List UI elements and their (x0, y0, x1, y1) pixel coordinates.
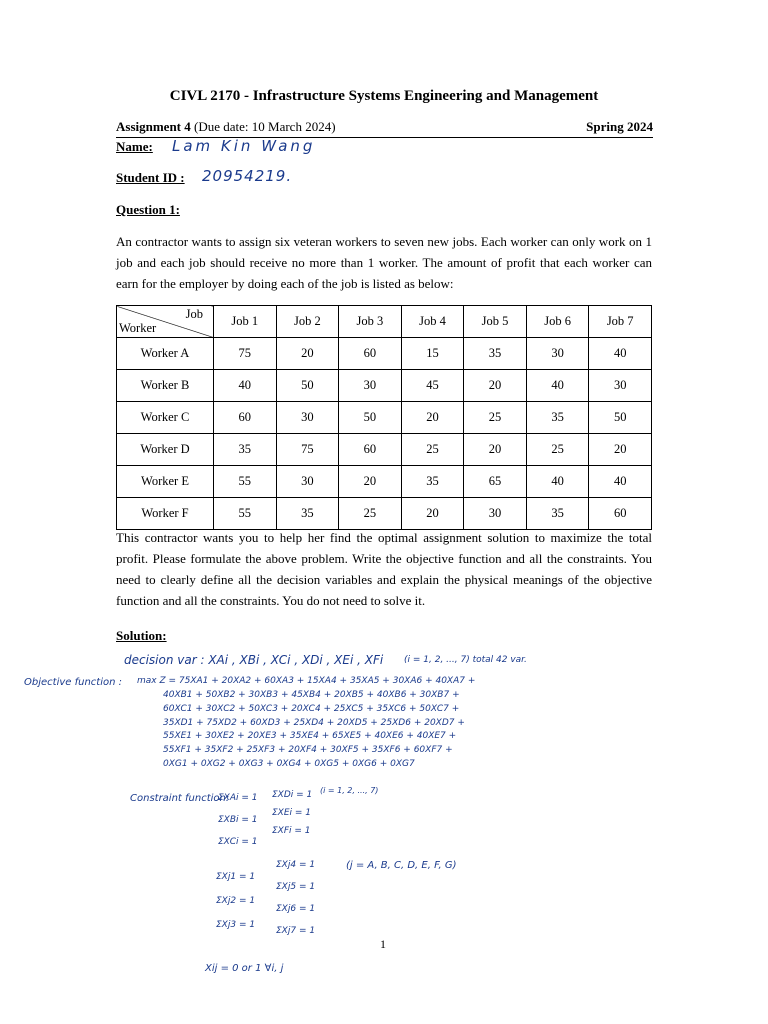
constraint-range-i: (i = 1, 2, ..., 7) (320, 786, 379, 795)
table-cell: 20 (464, 434, 527, 466)
objective-line: 60XC1 + 30XC2 + 50XC3 + 20XC4 + 25XC5 + 35XC6 + 50XC7 + (163, 704, 460, 714)
constraint-row-sum: ΣXDi = 1 (272, 790, 313, 800)
objective-line: 35XD1 + 75XD2 + 60XD3 + 25XD4 + 20XD5 + 25XD6 + 20XD7 + (163, 718, 465, 728)
column-header: Job 3 (339, 306, 402, 338)
name-label: Name: (116, 139, 153, 154)
constraint-row-sum: ΣXAi = 1 (218, 793, 258, 803)
table-cell: 35 (276, 498, 339, 530)
table-cell: 60 (339, 434, 402, 466)
due-date: (Due date: 10 March 2024) (190, 119, 336, 134)
profit-table (116, 305, 652, 530)
corner-job-label: Job (185, 307, 203, 321)
table-cell: 30 (276, 466, 339, 498)
table-cell: 30 (276, 402, 339, 434)
row-header: Worker D (117, 434, 214, 466)
row-header: Worker B (117, 370, 214, 402)
table-cell: 65 (464, 466, 527, 498)
table-cell: 35 (464, 338, 527, 370)
document-title: CIVL 2170 - Infrastructure Systems Engineering and Management (169, 88, 599, 104)
table-cell: 30 (526, 338, 589, 370)
table-cell: 50 (589, 402, 652, 434)
table-row (117, 434, 652, 466)
objective-label: Objective function : (24, 677, 122, 688)
binary-constraint: Xij = 0 or 1 ∀i, j (205, 963, 284, 974)
constraint-row-sum: ΣXEi = 1 (272, 808, 312, 818)
row-header: Worker C (117, 402, 214, 434)
table-cell: 40 (589, 466, 652, 498)
objective-line: 55XF1 + 35XF2 + 25XF3 + 20XF4 + 30XF5 + 35XF6 + 60XF7 + (163, 745, 453, 755)
table-cell: 20 (464, 370, 527, 402)
table-cell: 25 (526, 434, 589, 466)
table-cell: 55 (214, 466, 277, 498)
table-row (117, 338, 652, 370)
objective-line: 55XE1 + 30XE2 + 20XE3 + 35XE4 + 65XE5 + 40XE6 + 40XE7 + (163, 731, 457, 741)
question-instructions: This contractor wants you to help her find the optimal assignment solution to maximize the total profit. Please formulate the above problem. Write the objective function and all the constraints. You need to clearly define all the decision variables and explain the physical meanings of the objective function and all the constraints. You do not need to solve it. (116, 530, 652, 608)
table-corner-cell (117, 306, 214, 338)
question-label: Question 1: (116, 202, 180, 217)
table-cell: 35 (526, 498, 589, 530)
table-header-row (117, 306, 652, 338)
constraint-col-sum: ΣXj7 = 1 (276, 926, 316, 936)
decision-range: (i = 1, 2, ..., 7) total 42 var. (404, 655, 527, 665)
table-cell: 75 (214, 338, 277, 370)
table-cell: 40 (526, 466, 589, 498)
table-row (117, 498, 652, 530)
table-cell: 55 (214, 498, 277, 530)
table-cell: 40 (589, 338, 652, 370)
table-cell: 35 (526, 402, 589, 434)
row-header: Worker F (117, 498, 214, 530)
column-header: Job 1 (214, 306, 277, 338)
constraint-row-sum: ΣXCi = 1 (218, 837, 258, 847)
constraint-col-sum: ΣXj6 = 1 (276, 904, 316, 914)
term: Spring 2024 (586, 119, 653, 134)
table-cell: 50 (276, 370, 339, 402)
table-cell: 40 (526, 370, 589, 402)
table-cell: 25 (339, 498, 402, 530)
table-cell: 20 (339, 466, 402, 498)
constraint-col-sum: ΣXj1 = 1 (216, 872, 256, 882)
objective-line: max Z = 75XA1 + 20XA2 + 60XA3 + 15XA4 + 35XA5 + 30XA6 + 40XA7 + (137, 676, 476, 686)
constraint-col-sum: ΣXj4 = 1 (276, 860, 316, 870)
table-cell: 60 (589, 498, 652, 530)
student-id-label: Student ID : (116, 170, 185, 185)
column-header: Job 4 (401, 306, 464, 338)
constraint-row-sum: ΣXBi = 1 (218, 815, 258, 825)
table-cell: 35 (401, 466, 464, 498)
table-cell: 25 (464, 402, 527, 434)
student-id-value: 20954219. (202, 167, 293, 185)
table-row (117, 370, 652, 402)
solution-label: Solution: (116, 628, 167, 643)
corner-worker-label: Worker (119, 321, 157, 335)
table-row (117, 402, 652, 434)
assignment-label: Assignment 4 (116, 119, 191, 134)
objective-line: 40XB1 + 50XB2 + 30XB3 + 45XB4 + 20XB5 + 40XB6 + 30XB7 + (163, 690, 460, 700)
decision-variables: decision var : XAi , XBi , XCi , XDi , XEi , XFi (124, 653, 384, 667)
constraint-col-sum: ΣXj5 = 1 (276, 882, 316, 892)
table-cell: 50 (339, 402, 402, 434)
constraint-col-sum: ΣXj2 = 1 (216, 896, 256, 906)
table-cell: 20 (401, 498, 464, 530)
constraint-range-j: (j = A, B, C, D, E, F, G) (346, 860, 457, 871)
column-header: Job 2 (276, 306, 339, 338)
table-cell: 45 (401, 370, 464, 402)
table-cell: 30 (464, 498, 527, 530)
table-cell: 20 (401, 402, 464, 434)
column-header: Job 7 (589, 306, 652, 338)
column-header: Job 6 (526, 306, 589, 338)
table-cell: 30 (339, 370, 402, 402)
table-cell: 35 (214, 434, 277, 466)
table-cell: 15 (401, 338, 464, 370)
objective-line: 0XG1 + 0XG2 + 0XG3 + 0XG4 + 0XG5 + 0XG6 + 0XG7 (163, 759, 415, 769)
constraint-col-sum: ΣXj3 = 1 (216, 920, 256, 930)
table-cell: 75 (276, 434, 339, 466)
table-row (117, 466, 652, 498)
row-header: Worker E (117, 466, 214, 498)
table-cell: 20 (589, 434, 652, 466)
table-cell: 20 (276, 338, 339, 370)
table-cell: 30 (589, 370, 652, 402)
question-intro: An contractor wants to assign six veteran workers to seven new jobs. Each worker can only work on 1 job and each job should receive no more than 1 worker. The amount of profit that each worker can earn for the employer by doing each of the job is listed as below: (116, 234, 652, 291)
table-cell: 25 (401, 434, 464, 466)
table-cell: 60 (339, 338, 402, 370)
table-cell: 40 (214, 370, 277, 402)
row-header: Worker A (117, 338, 214, 370)
assignment-header (116, 119, 653, 138)
constraint-label: Constraint function: (130, 793, 230, 804)
name-value: Lam Kin Wang (172, 137, 316, 155)
table-cell: 60 (214, 402, 277, 434)
column-header: Job 5 (464, 306, 527, 338)
page-number: 1 (380, 937, 386, 951)
constraint-row-sum: ΣXFi = 1 (272, 826, 311, 836)
